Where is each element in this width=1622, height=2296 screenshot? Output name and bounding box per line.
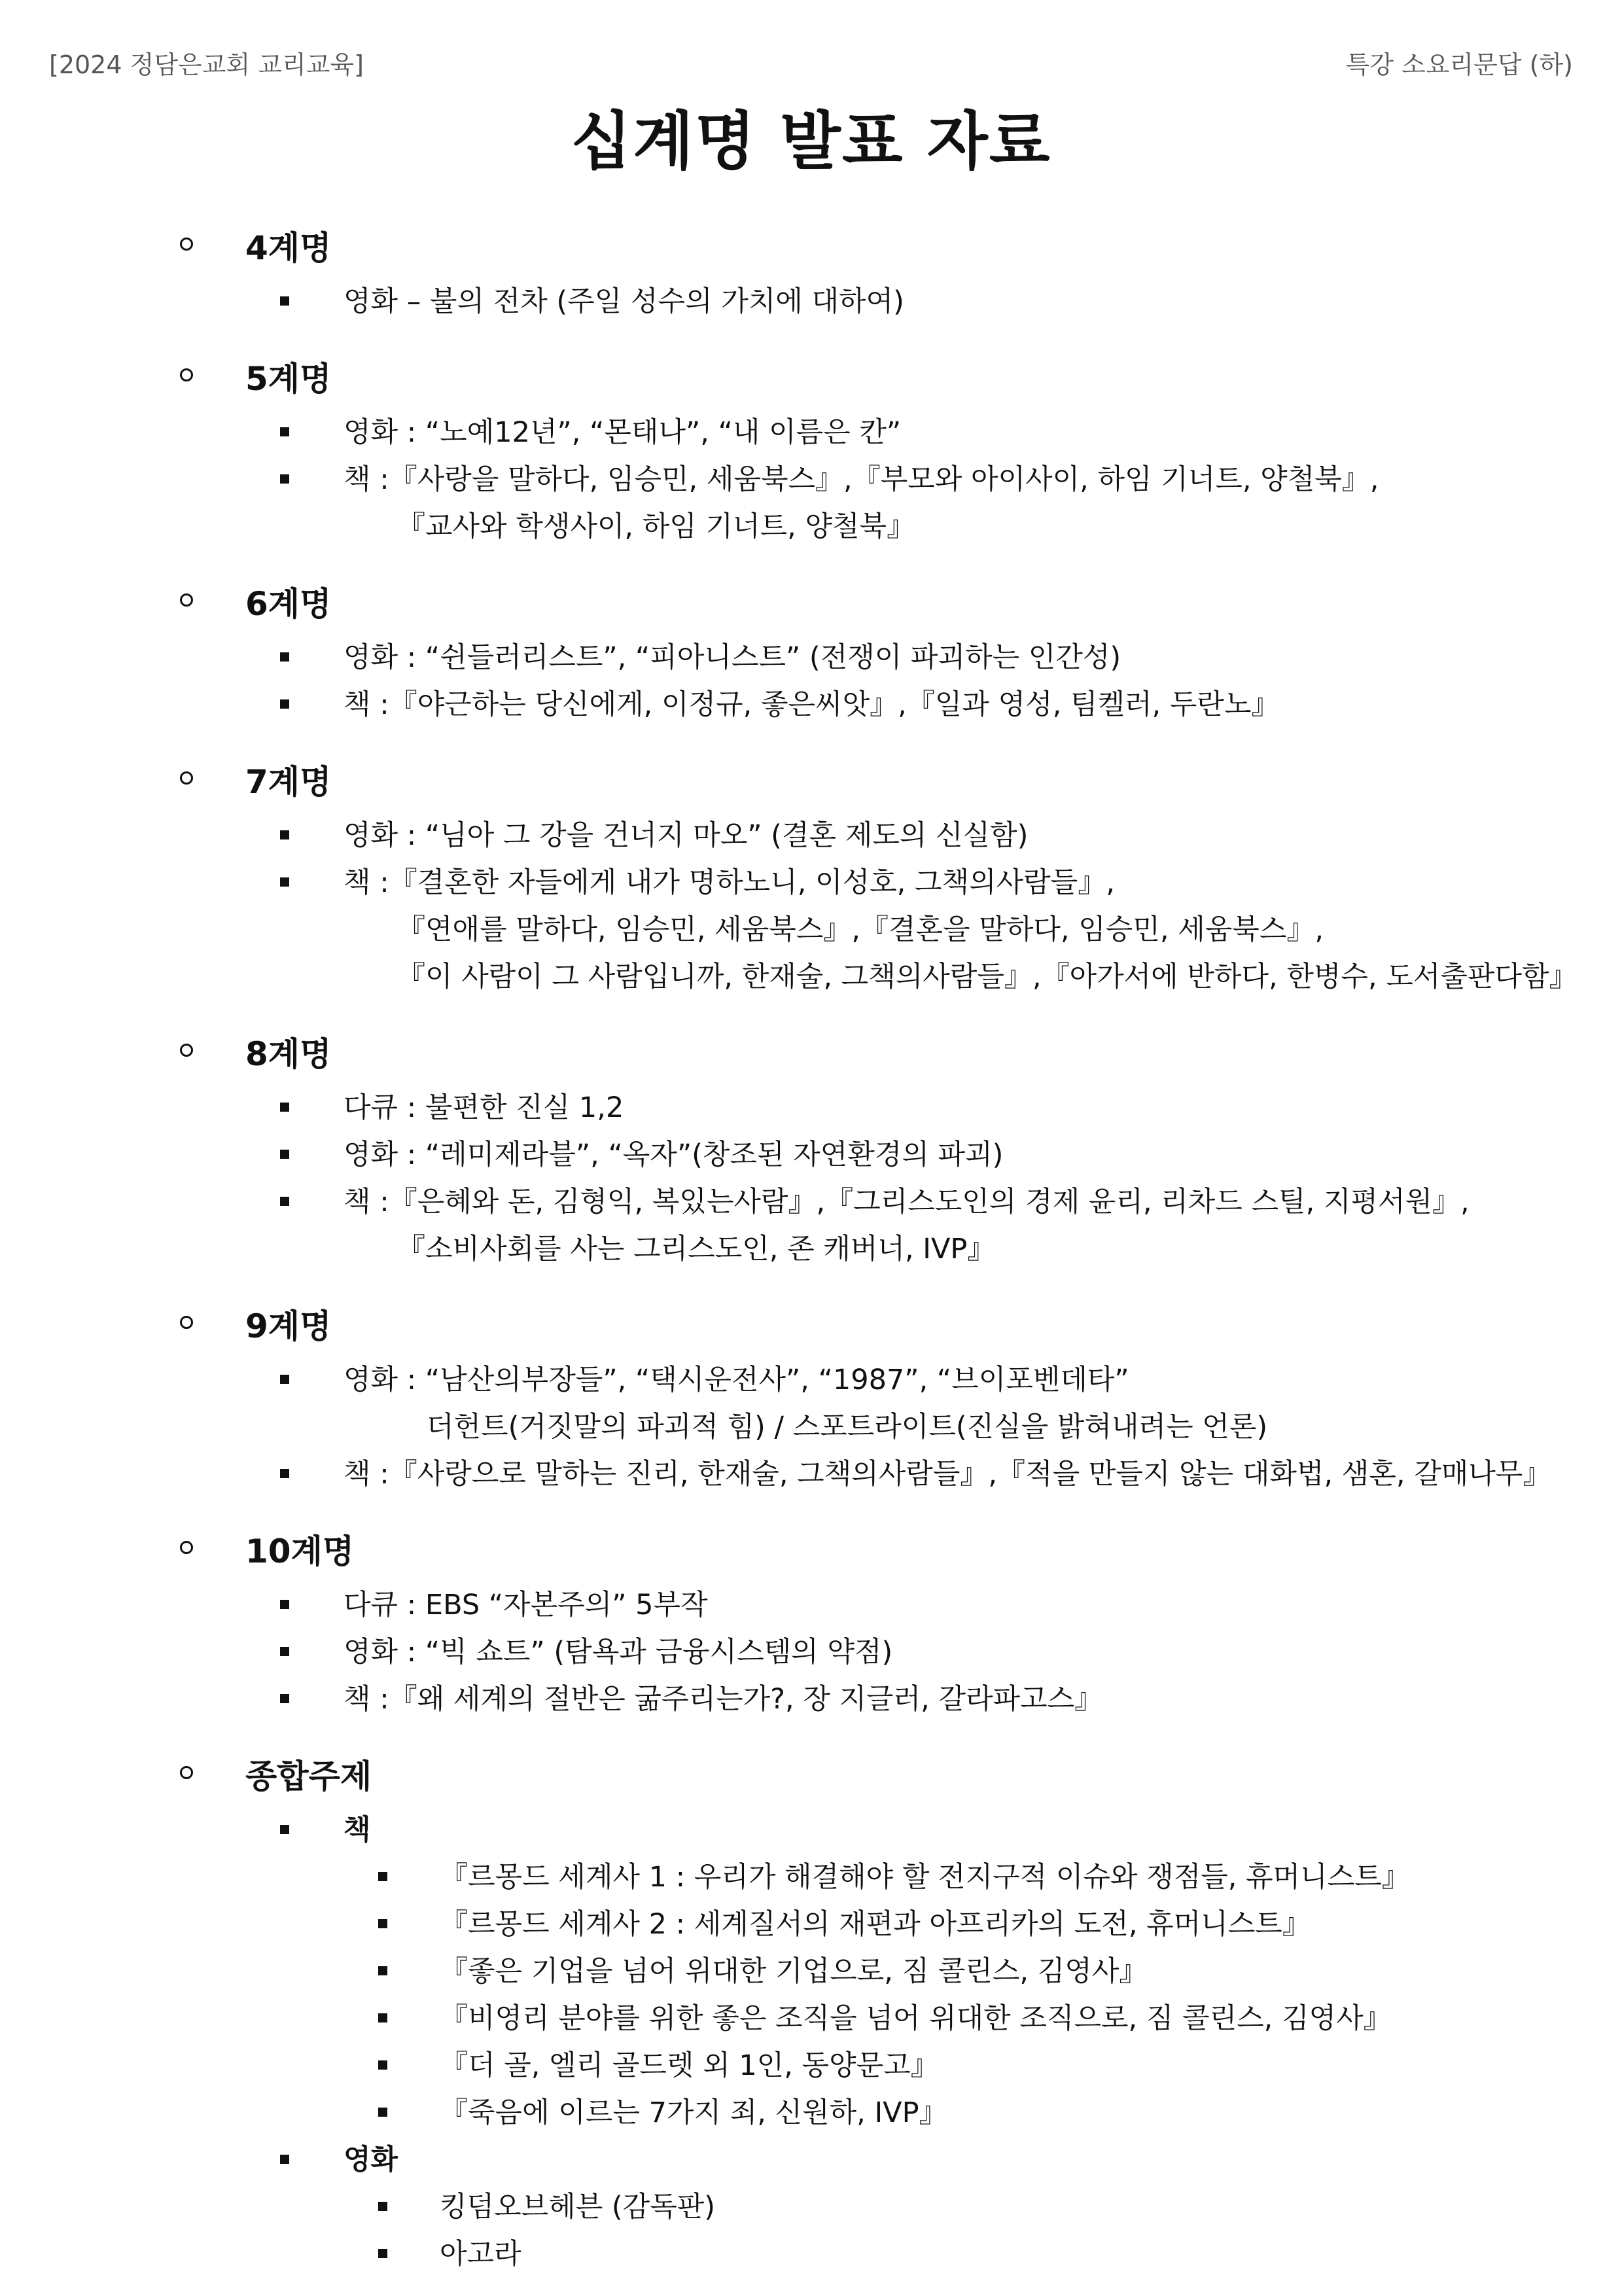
group-label: 책 — [344, 1814, 371, 1846]
list-item — [0, 681, 1622, 728]
item-line: 책 :『결혼한 자들에게 내가 명하노니, 이성호, 그책의사람들』, — [344, 866, 1115, 899]
section-heading: 종합주제 — [245, 1757, 372, 1795]
item-line: 영화 – 불의 전차 (주일 성수의 가치에 대하여) — [344, 285, 904, 318]
item-line: 책 :『은혜와 돈, 김형익, 복있는사람』,『그리스도인의 경제 윤리, 리차드 스틸, 지평서원』, — [344, 1186, 1470, 1218]
group-label: 영화 — [344, 2144, 398, 2176]
item-text: 『죽음에 이르는 7가지 죄, 신원하, IVP』 — [440, 2096, 947, 2129]
square-bullet-icon — [280, 1103, 289, 1112]
item-text — [0, 1178, 1622, 1273]
document-body — [0, 213, 1622, 2296]
item-text: 『더 골, 엘리 골드렛 외 1인, 동양문고』 — [440, 2049, 939, 2082]
square-bullet-icon — [378, 2202, 387, 2211]
section-heading-row — [0, 747, 1622, 812]
square-bullet-icon — [280, 1694, 289, 1703]
list-item — [0, 278, 1622, 325]
square-bullet-icon — [280, 830, 289, 839]
list-item — [0, 812, 1622, 859]
list-item — [0, 1084, 1622, 1131]
square-bullet-icon — [280, 1197, 289, 1206]
section — [0, 344, 1622, 550]
list-item — [0, 1676, 1622, 1723]
circle-bullet-icon — [180, 1766, 193, 1779]
item-text: 『르몽드 세계사 1 : 우리가 해결해야 할 전지구적 이슈와 쟁점들, 휴머니스트』 — [440, 1861, 1410, 1894]
summary-section — [0, 1741, 1622, 2278]
list-item — [0, 409, 1622, 456]
item-text — [0, 1581, 1622, 1629]
section-heading: 8계명 — [245, 1035, 332, 1073]
item-text — [0, 456, 1622, 550]
square-bullet-icon — [280, 427, 289, 436]
list-item — [0, 1995, 1622, 2042]
section-heading-row — [0, 569, 1622, 634]
list-item — [0, 859, 1622, 1000]
section-heading: 5계명 — [245, 360, 332, 398]
item-line: 『이 사람이 그 사람입니까, 한재술, 그책의사람들』,『아가서에 반하다, 한병수, 도서출판다함』 — [397, 961, 1578, 993]
item-text — [0, 1676, 1622, 1723]
circle-bullet-icon — [180, 593, 193, 607]
square-bullet-icon — [280, 699, 289, 709]
section-heading-row — [0, 1291, 1622, 1356]
list-item — [0, 1581, 1622, 1629]
item-line: 영화 : “님아 그 강을 건너지 마오” (결혼 제도의 신실함) — [344, 819, 1029, 852]
square-bullet-icon — [280, 1647, 289, 1656]
section — [0, 1291, 1622, 1498]
section-heading-row — [0, 1516, 1622, 1581]
circle-bullet-icon — [180, 238, 193, 251]
section-heading: 4계명 — [245, 229, 332, 267]
item-line: 영화 : “쉰들러리스트”, “피아니스트” (전쟁이 파괴하는 인간성) — [344, 641, 1121, 674]
list-item — [0, 1901, 1622, 1948]
item-line: 책 :『야근하는 당신에게, 이정규, 좋은씨앗』,『일과 영성, 팀켈러, 두란노』 — [344, 688, 1280, 721]
item-text — [0, 812, 1622, 859]
section — [0, 569, 1622, 728]
square-bullet-icon — [378, 1919, 387, 1928]
circle-bullet-icon — [180, 771, 193, 785]
square-bullet-icon — [378, 2013, 387, 2022]
item-text: 킹덤오브헤븐 (감독판) — [440, 2191, 716, 2223]
circle-bullet-icon — [180, 368, 193, 381]
header-left: [2024 정담은교회 교리교육] — [49, 50, 364, 79]
item-text — [0, 1356, 1622, 1451]
item-line: 영화 : “레미제라블”, “옥자”(창조된 자연환경의 파괴) — [344, 1139, 1004, 1171]
summary-group — [0, 2136, 1622, 2183]
section-heading-row — [0, 213, 1622, 278]
list-item — [0, 2089, 1622, 2136]
item-line: 책 :『사랑으로 말하는 진리, 한재술, 그책의사람들』,『적을 만들지 않는 대화법, 샘혼, 갈매나무』 — [344, 1458, 1551, 1491]
circle-bullet-icon — [180, 1541, 193, 1554]
item-line: 영화 : “노예12년”, “몬태나”, “내 이름은 칸” — [344, 416, 902, 449]
square-bullet-icon — [280, 1600, 289, 1609]
circle-bullet-icon — [180, 1044, 193, 1057]
item-line: 『소비사회를 사는 그리스도인, 존 캐버너, IVP』 — [397, 1233, 996, 1265]
square-bullet-icon — [378, 2060, 387, 2070]
section-heading-row — [0, 1741, 1622, 1807]
square-bullet-icon — [378, 1872, 387, 1881]
item-text: 『르몽드 세계사 2 : 세계질서의 재편과 아프리카의 도전, 휴머니스트』 — [440, 1908, 1311, 1941]
item-text: 『비영리 분야를 위한 좋은 조직을 넘어 위대한 조직으로, 짐 콜린스, 김영사』 — [440, 2002, 1392, 2035]
list-item — [0, 1131, 1622, 1178]
circle-bullet-icon — [180, 1316, 193, 1329]
list-item — [0, 2231, 1622, 2278]
item-text: 『좋은 기업을 넘어 위대한 기업으로, 짐 콜린스, 김영사』 — [440, 1955, 1148, 1988]
item-line: 영화 : “빅 쇼트” (탐욕과 금융시스템의 약점) — [344, 1636, 893, 1669]
item-text — [0, 1084, 1622, 1131]
list-item — [0, 1854, 1622, 1901]
item-line: 다큐 : 불편한 진실 1,2 — [344, 1091, 624, 1124]
summary-group — [0, 1807, 1622, 1854]
square-bullet-icon — [280, 1469, 289, 1478]
square-bullet-icon — [378, 2108, 387, 2117]
item-line: 책 :『사랑을 말하다, 임승민, 세움북스』,『부모와 아이사이, 하임 기너트, 양철북』, — [344, 463, 1379, 496]
square-bullet-icon — [280, 1150, 289, 1159]
list-item — [0, 1629, 1622, 1676]
square-bullet-icon — [378, 1966, 387, 1975]
item-line: 『연애를 말하다, 임승민, 세움북스』,『결혼을 말하다, 임승민, 세움북스』, — [397, 913, 1324, 946]
square-bullet-icon — [280, 1825, 289, 1834]
item-line: 다큐 : EBS “자본주의” 5부작 — [344, 1589, 708, 1621]
section-heading: 10계명 — [245, 1532, 355, 1570]
item-text: 아고라 — [440, 2238, 521, 2270]
section-heading: 7계명 — [245, 763, 332, 801]
item-text — [0, 409, 1622, 456]
square-bullet-icon — [280, 296, 289, 306]
list-item — [0, 2042, 1622, 2089]
list-item — [0, 1356, 1622, 1451]
header-right: 특강 소요리문답 (하) — [1345, 50, 1573, 79]
page-title: 십계명 발표 자료 — [571, 105, 1051, 178]
item-line: 책 :『왜 세계의 절반은 굶주리는가?, 장 지글러, 갈라파고스』 — [344, 1683, 1103, 1716]
item-text — [0, 1629, 1622, 1676]
item-text — [0, 859, 1622, 1000]
item-text — [0, 681, 1622, 728]
section — [0, 1019, 1622, 1273]
section-heading-row — [0, 344, 1622, 409]
section — [0, 747, 1622, 1000]
item-line: 영화 : “남산의부장들”, “택시운전사”, “1987”, “브이포벤데타” — [344, 1364, 1129, 1396]
square-bullet-icon — [280, 2155, 289, 2164]
square-bullet-icon — [280, 474, 289, 484]
list-item — [0, 456, 1622, 550]
square-bullet-icon — [280, 652, 289, 662]
item-text — [0, 1451, 1622, 1498]
item-text — [0, 634, 1622, 681]
list-item — [0, 1948, 1622, 1995]
list-item — [0, 1451, 1622, 1498]
list-item — [0, 634, 1622, 681]
section — [0, 1516, 1622, 1723]
item-line: 『교사와 학생사이, 하임 기너트, 양철북』 — [397, 510, 915, 543]
square-bullet-icon — [378, 2249, 387, 2258]
item-line: 더헌트(거짓말의 파괴적 힘) / 스포트라이트(진실을 밝혀내려는 언론) — [427, 1411, 1268, 1443]
item-text — [0, 278, 1622, 325]
item-text — [0, 1131, 1622, 1178]
section-heading: 6계명 — [245, 585, 332, 623]
section-heading: 9계명 — [245, 1307, 332, 1345]
list-item — [0, 1178, 1622, 1273]
list-item — [0, 2183, 1622, 2231]
square-bullet-icon — [280, 877, 289, 887]
section — [0, 213, 1622, 325]
square-bullet-icon — [280, 1375, 289, 1384]
section-heading-row — [0, 1019, 1622, 1084]
